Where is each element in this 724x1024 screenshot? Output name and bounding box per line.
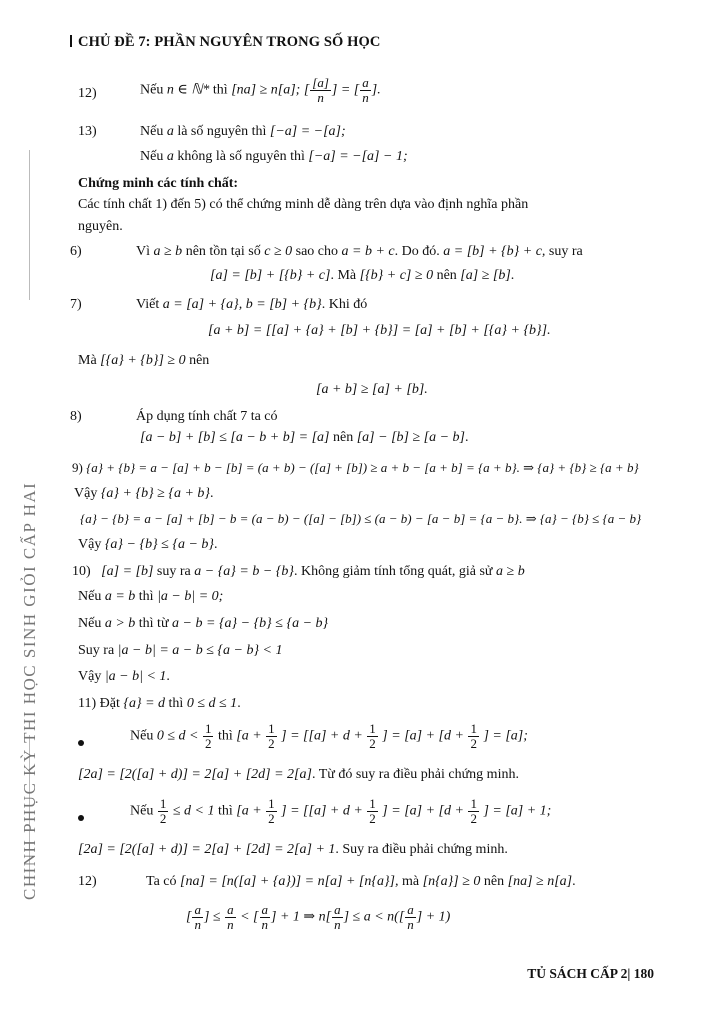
property-13-line1 (140, 124, 346, 141)
proof-11-case1-result (78, 767, 519, 784)
fraction-a-over-n (332, 903, 343, 931)
proof-8-number: 8) (70, 409, 82, 424)
proof-9-line1 (72, 460, 639, 476)
text: . Suy ra điều phải chứng minh. (335, 842, 508, 857)
proof-12-line2 (186, 903, 450, 931)
denominator: n (261, 916, 268, 932)
sidebar-vertical-title: CHINH PHỤC KỲ THI HỌC SINH GIỎI CẤP HAI (20, 481, 39, 900)
text: . Từ đó suy ra điều phải chứng minh. (311, 767, 519, 782)
text: Vì (136, 244, 154, 259)
fraction (360, 76, 371, 104)
denominator: n (194, 916, 201, 932)
text: thì (212, 82, 232, 98)
denominator: 2 (369, 810, 376, 826)
numerator: a (407, 902, 414, 917)
math: |a − b| = a − b ≤ {a − b} < 1 (117, 643, 283, 658)
proof-11-line1 (78, 696, 241, 713)
math: ] = [a] + [d + (382, 803, 464, 819)
denominator: n (317, 89, 324, 105)
math: ] = [a] + 1; (483, 803, 552, 819)
text: mà (398, 874, 423, 889)
denominator: 2 (268, 735, 275, 751)
proof-6-line2 (210, 268, 514, 285)
math: ] = [[a] + d + (281, 803, 363, 819)
math: ≤ d < 1 (172, 803, 215, 819)
text: Mà (78, 353, 101, 368)
math: n ∈ ℕ* (166, 82, 213, 98)
denominator: n (407, 916, 414, 932)
math: a > b (104, 616, 136, 631)
text: Nếu (140, 149, 167, 164)
math: [a] ≥ [b] (460, 268, 511, 283)
proof-7-line4 (316, 382, 428, 399)
page-title: CHỦ ĐỀ 7: PHẦN NGUYÊN TRONG SỐ HỌC (78, 34, 381, 50)
text: Nếu (78, 589, 105, 604)
proof-8-line1 (136, 409, 278, 426)
numerator: a (194, 902, 201, 917)
fraction-half (266, 722, 277, 750)
fraction-a-over-n (405, 903, 416, 931)
math: [na] = [n([a] + {a})] = n[a] + [n{a}], (180, 874, 399, 889)
text: sao cho (292, 244, 342, 259)
math: {a} = d (123, 696, 166, 711)
math: |a − b| = 0; (157, 589, 224, 604)
fraction-half (367, 797, 378, 825)
bullet-2 (78, 812, 84, 829)
proof-heading: Chứng minh các tính chất: (78, 176, 239, 191)
math: a = b + c (341, 244, 395, 259)
numerator: 1 (159, 796, 167, 811)
text: Nếu (130, 728, 157, 744)
proof-11-case2 (130, 797, 551, 825)
text: Suy ra (78, 643, 118, 658)
text: thì (165, 696, 187, 711)
text: . Mà (330, 268, 360, 283)
text: Nếu (130, 803, 157, 819)
math: [a + b] ≥ [a] + [b]. (316, 382, 428, 397)
proof-6-line1 (136, 244, 583, 261)
text: . Khi đó (321, 297, 368, 312)
math: [a] − [b] ≥ [a − b] (356, 430, 466, 445)
math: ]. (371, 82, 381, 98)
proof-12-number: 12) (78, 874, 97, 889)
math: a ≥ b (153, 244, 183, 259)
proof-10-line2 (78, 589, 223, 606)
math: [a + (236, 803, 262, 819)
math: 0 ≤ d < (156, 728, 199, 744)
intro-line2: nguyên. (78, 219, 123, 234)
denominator: n (227, 916, 234, 932)
math: [a − b] + [b] ≤ [a − b + b] = [a] (140, 430, 330, 445)
text: . (210, 486, 214, 501)
text: Vậy (74, 486, 101, 501)
math: ] + 1 ⇒ n[ (271, 909, 332, 925)
numerator: 1 (470, 721, 477, 736)
math: a = [b] + {b} + c, (443, 244, 546, 259)
math: [−a] = −[a] − 1; (308, 149, 408, 164)
math: ] ≤ (203, 909, 221, 925)
text: không là số nguyên thì (173, 149, 309, 164)
math: ] = [a] + [d + (382, 728, 464, 744)
text: nên tồn tại số (182, 244, 265, 259)
text: suy ra (153, 564, 195, 579)
numerator: a (334, 902, 341, 917)
property-12-number: 12) (78, 86, 97, 101)
page-header (70, 34, 380, 51)
numerator: 1 (369, 796, 376, 811)
text: Vậy (78, 537, 105, 552)
math: ] ≤ a < n([ (343, 909, 405, 925)
number: 9) (72, 460, 83, 475)
fraction-half (203, 722, 214, 750)
text: suy ra (545, 244, 583, 259)
fraction-half (158, 797, 169, 825)
math: c ≥ 0 (264, 244, 293, 259)
fraction-a-over-n (260, 903, 271, 931)
denominator: 2 (470, 810, 477, 826)
math: [2a] = [2([a] + d)] = 2[a] + [2d] = 2[a] + 1 (78, 842, 336, 857)
denominator: n (362, 89, 369, 105)
proof-7-line2 (208, 323, 551, 340)
proof-11-case1 (130, 722, 528, 750)
proof-9-line4 (78, 537, 218, 554)
math: [{a} + {b}] ≥ 0 (100, 353, 186, 368)
proof-11-case2-result (78, 842, 508, 859)
fraction-half (468, 722, 479, 750)
text: . Do đó. (394, 244, 444, 259)
math: ] = [a]; (483, 728, 528, 744)
math: [{b} + c] ≥ 0 (359, 268, 434, 283)
proof-6-number: 6) (70, 244, 82, 259)
numerator: 1 (268, 796, 275, 811)
math: [2a] = [2([a] + d)] = 2[a] + [2d] = 2[a] (78, 767, 312, 782)
math: a (166, 124, 174, 139)
bullet-dot (78, 815, 84, 821)
denominator: 2 (268, 810, 275, 826)
proof-10-line3 (78, 616, 328, 633)
fraction-half (367, 722, 378, 750)
fraction-a-over-n (225, 903, 236, 931)
math: [ (186, 909, 192, 925)
text: Ta có (146, 874, 181, 889)
math: [−a] = −[a]; (269, 124, 346, 139)
math: |a − b| < 1 (104, 669, 167, 684)
numerator: a (362, 75, 369, 90)
math: < (240, 909, 250, 925)
math: ] = [ (331, 82, 360, 98)
text: . (510, 268, 515, 283)
proof-7-line1 (136, 297, 367, 314)
numerator: [a] (312, 75, 329, 90)
text: Nếu (78, 616, 105, 631)
fraction (310, 76, 331, 104)
bullet-dot (78, 740, 84, 746)
text: nên (329, 430, 357, 445)
text: là số nguyên thì (173, 124, 270, 139)
proof-10-line1 (72, 564, 525, 581)
text: Viết (136, 297, 163, 312)
property-13-number: 13) (78, 124, 97, 139)
math: [n{a}] ≥ 0 (422, 874, 481, 889)
proof-8-line2 (140, 430, 469, 447)
math: ] = [[a] + d + (281, 728, 363, 744)
proof-10-line5 (78, 669, 170, 686)
property-12 (140, 76, 381, 104)
text: nên (480, 874, 508, 889)
math: [a] = [b] (101, 564, 154, 579)
text: . (237, 696, 241, 711)
text: thì (217, 728, 237, 744)
numerator: a (261, 902, 268, 917)
denominator: 2 (369, 735, 376, 751)
denominator: n (334, 916, 341, 932)
property-13-line2 (140, 149, 408, 166)
proof-9-line3 (80, 511, 641, 527)
math: [a + b] = [[a] + {a} + [b] + {b}] = [a] + [b] + [{a} + {b}]. (208, 323, 551, 338)
text: Nếu (140, 124, 167, 139)
text: . (572, 874, 576, 889)
text: Nếu (140, 82, 167, 98)
denominator: 2 (159, 810, 167, 826)
text: . (214, 537, 218, 552)
text: nên (433, 268, 461, 283)
text: Đặt (96, 696, 124, 711)
numerator: 1 (204, 721, 212, 736)
numerator: 1 (268, 721, 275, 736)
numerator: a (227, 902, 234, 917)
math: 0 ≤ d ≤ 1 (186, 696, 238, 711)
text: Vậy (78, 669, 105, 684)
number: 11) (78, 696, 97, 711)
proof-7-number: 7) (70, 297, 82, 312)
proof-10-line4 (78, 643, 283, 660)
text: nên (185, 353, 210, 368)
intro-line1: Các tính chất 1) đến 5) có thể chứng minh dễ dàng trên dựa vào định nghĩa phần (78, 197, 529, 212)
header-bar (70, 35, 72, 47)
numerator: 1 (470, 796, 477, 811)
math: [ (253, 909, 259, 925)
math: {a} + {b} ≥ {a + b} (100, 486, 210, 501)
math: a − b = {a} − {b} ≤ {a − b} (172, 616, 329, 631)
numerator: 1 (369, 721, 376, 736)
math: [a + (236, 728, 262, 744)
text: . Không giảm tính tổng quát, giả sử (294, 564, 497, 579)
text: thì (214, 803, 237, 819)
text: thì (135, 589, 158, 604)
math: {a} + {b} = a − [a] + b − [b] = (a + b) − ([a] + [b]) ≥ a + b − [a + b] = {a + b}. ⇒ {a} + {b} ≥ {a + b} (86, 460, 639, 475)
text: Áp dụng tính chất 7 ta có (136, 409, 278, 424)
text: . (166, 669, 170, 684)
proof-9-line2 (74, 486, 214, 503)
text: . (465, 430, 469, 445)
proof-7-line3 (78, 353, 209, 370)
fraction-half (468, 797, 479, 825)
number: 10) (72, 564, 91, 579)
denominator: 2 (204, 735, 212, 751)
math: a = b (104, 589, 136, 604)
math: ] + 1) (416, 909, 451, 925)
fraction-half (266, 797, 277, 825)
math: a = [a] + {a}, b = [b] + {b} (162, 297, 322, 312)
fraction-a-over-n (192, 903, 203, 931)
page-footer: TỦ SÁCH CẤP 2| 180 (527, 966, 654, 981)
math: a − {a} = b − {b} (194, 564, 294, 579)
math: a (166, 149, 174, 164)
denominator: 2 (470, 735, 477, 751)
math: {a} − {b} ≤ {a − b} (104, 537, 214, 552)
math: a ≥ b (496, 564, 525, 579)
math: [na] ≥ n[a]; [ (231, 82, 310, 98)
text: thì từ (135, 616, 173, 631)
math: {a} − {b} = a − [a] + [b] − b = (a − b) − ([a] − [b]) ≤ (a − b) − [a − b] = {a − b}. ⇒ {a} − {b} ≤ {a − b} (80, 511, 642, 526)
math: [a] = [b] + [{b} + c] (210, 268, 331, 283)
math: [na] ≥ n[a] (507, 874, 573, 889)
bullet-1 (78, 737, 84, 754)
proof-12-line1 (146, 874, 576, 891)
